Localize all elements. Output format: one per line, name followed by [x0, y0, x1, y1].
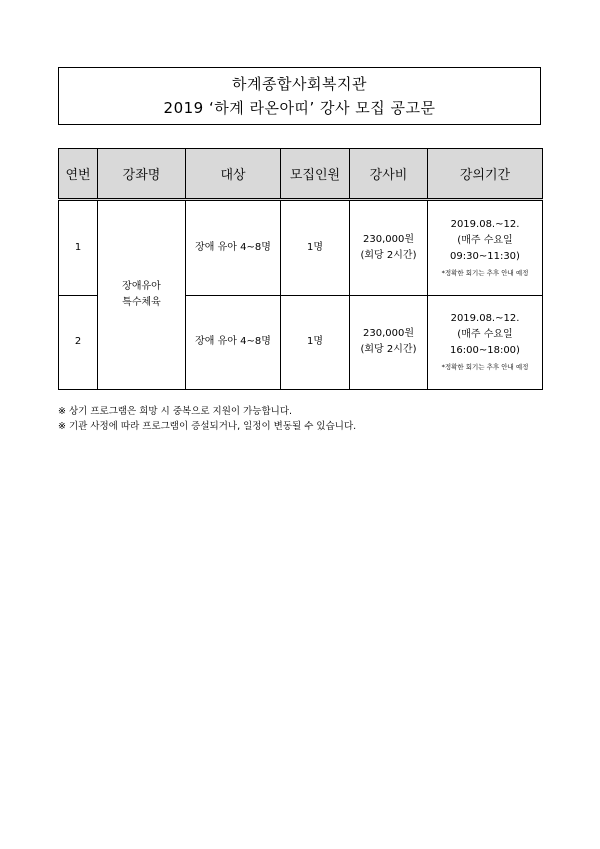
fee-amount: 230,000원 — [362, 233, 414, 245]
period-schedule: (매주 수요일 — [457, 329, 513, 341]
period-dates: 2019.08.~12. — [450, 218, 520, 230]
period-note: *정확한 회기는 추후 안내 예정 — [441, 268, 529, 277]
fee-note: (회당 2시간) — [360, 344, 417, 356]
row-number: 2 — [59, 295, 98, 389]
header-recruit-count: 모집인원 — [281, 149, 350, 200]
header-fee: 강사비 — [350, 149, 428, 200]
period-note: *정확한 회기는 추후 안내 예정 — [441, 363, 529, 372]
table-header-row — [59, 149, 543, 200]
count-cell: 1명 — [281, 295, 350, 389]
lecture-table — [58, 148, 543, 390]
header-period: 강의기간 — [428, 149, 543, 200]
header-course-name: 강좌명 — [98, 149, 186, 200]
row-number: 1 — [59, 200, 98, 296]
course-name-cell — [98, 200, 186, 390]
course-name-line: 특수체육 — [122, 297, 161, 308]
period-time: 16:00~18:00) — [450, 345, 520, 357]
period-dates: 2019.08.~12. — [450, 313, 520, 325]
note-line: ※ 상기 프로그램은 희망 시 중복으로 지원이 가능합니다. — [58, 406, 293, 417]
table-row — [59, 200, 543, 296]
document-title-box — [58, 67, 541, 125]
header-number: 연번 — [59, 149, 98, 200]
target-cell: 장애 유아 4~8명 — [186, 200, 281, 296]
organization-title: 하계종합사회복지관 — [232, 75, 367, 93]
period-time: 09:30~11:30) — [450, 250, 520, 262]
count-cell: 1명 — [281, 200, 350, 296]
note-line: ※ 기관 사정에 따라 프로그램이 증설되거나, 일정이 변동될 수 있습니다. — [58, 421, 357, 432]
period-cell — [428, 295, 543, 389]
announcement-title: 2019 ‘하계 라온아띠’ 강사 모집 공고문 — [163, 99, 436, 117]
course-name-line: 장애유아 — [122, 281, 161, 292]
target-cell: 장애 유아 4~8명 — [186, 295, 281, 389]
fee-cell — [350, 295, 428, 389]
period-schedule: (매주 수요일 — [457, 234, 513, 246]
fee-cell — [350, 200, 428, 296]
notes-section — [58, 404, 542, 434]
header-target: 대상 — [186, 149, 281, 200]
period-cell — [428, 200, 543, 296]
fee-amount: 230,000원 — [362, 328, 414, 340]
fee-note: (회당 2시간) — [360, 249, 417, 261]
